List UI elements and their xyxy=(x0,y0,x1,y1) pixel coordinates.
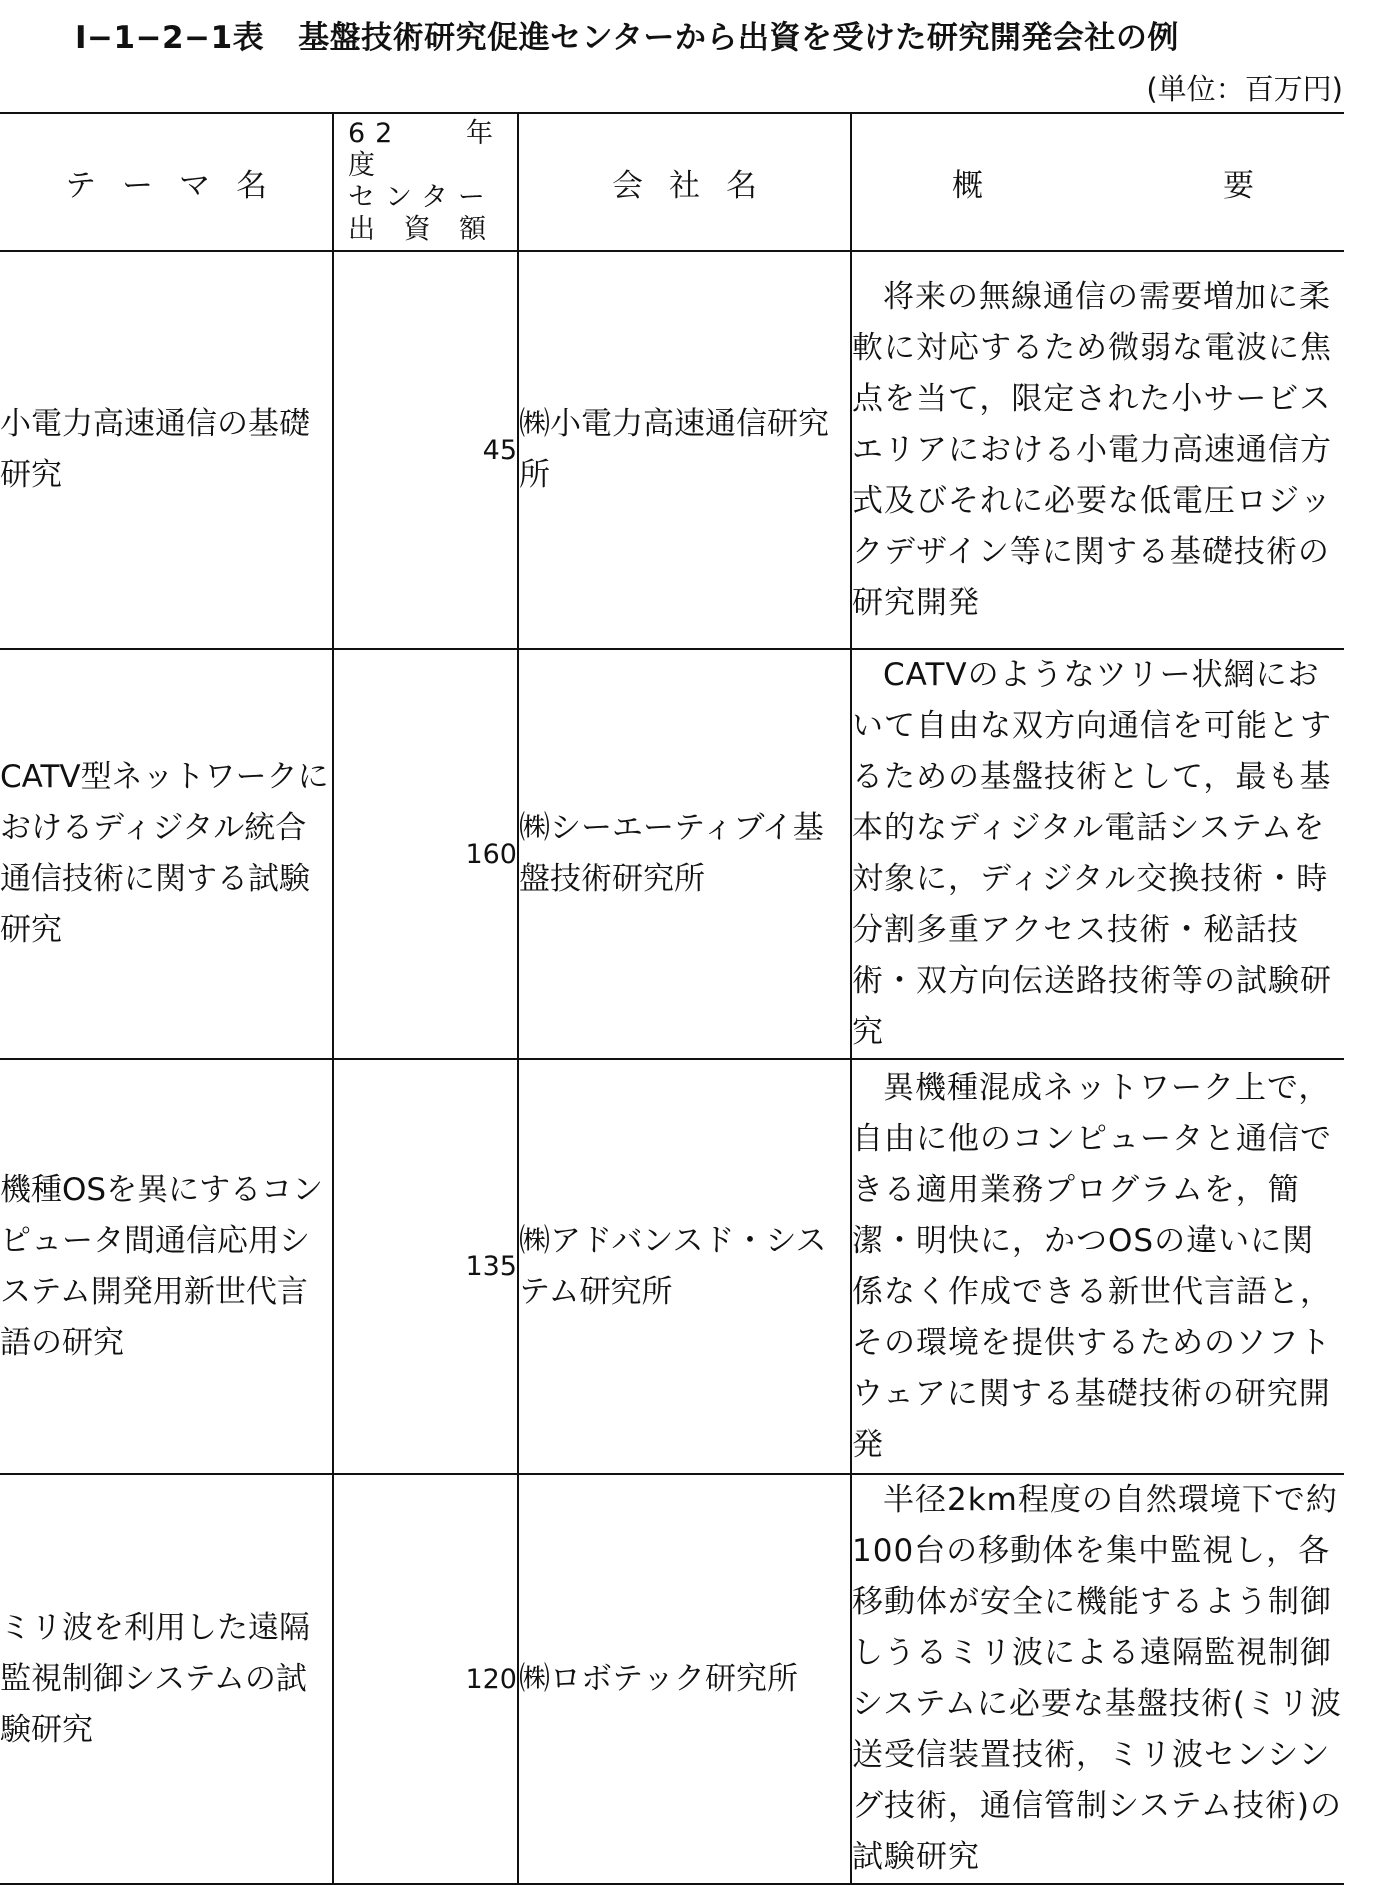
amount-cell: 135 xyxy=(333,1059,518,1474)
company-cell: ㈱アドバンスド・システム研究所 xyxy=(518,1059,851,1474)
amount-cell: 45 xyxy=(333,251,518,649)
theme-cell: 機種OSを異にするコンピュータ間通信応用システム開発用新世代言語の研究 xyxy=(0,1171,324,1361)
summary-header-left: 概 xyxy=(952,167,983,204)
theme-cell: 小電力高速通信の基礎研究 xyxy=(0,406,310,493)
table-title xyxy=(75,12,1335,62)
summary-cell: CATVのようなツリー状網において自由な双方向通信を可能とするための基盤技術として，最も基本的なディジタル電話システムを対象に，ディジタル交換技術・時分割多重アクセス技術・秘話技術・双方向伝送路技術等の試験研究 xyxy=(851,649,1344,1059)
column-header-summary xyxy=(851,113,1344,251)
summary-header-right: 要 xyxy=(1223,167,1254,204)
data-table xyxy=(0,112,1344,1885)
table-row xyxy=(0,251,1344,649)
table-row xyxy=(0,1474,1344,1884)
amount-cell: 120 xyxy=(333,1474,518,1884)
amount-header-line3: 出 資 額 xyxy=(348,214,497,245)
company-cell: ㈱シーエーティブイ基盤技術研究所 xyxy=(518,649,851,1059)
column-header-company: 会社名 xyxy=(518,113,851,251)
theme-cell: CATV型ネットワークにおけるディジタル統合通信技術に関する試験研究 xyxy=(0,759,329,948)
table-row xyxy=(0,649,1344,1059)
table-row xyxy=(0,1059,1344,1474)
unit-label: (単位：百万円) xyxy=(1146,72,1343,106)
column-header-amount xyxy=(333,113,518,251)
column-header-theme: テーマ名 xyxy=(65,167,293,204)
company-cell: ㈱小電力高速通信研究所 xyxy=(518,251,851,649)
table-caption: 基盤技術研究促進センターから出資を受けた研究開発会社の例 xyxy=(298,20,1179,56)
company-cell: ㈱ロボテック研究所 xyxy=(518,1474,851,1884)
amount-header-line1: 62 年 度 xyxy=(348,118,503,181)
summary-cell: 将来の無線通信の需要増加に柔軟に対応するため微弱な電波に焦点を当て，限定された小サービスエリアにおける小電力高速通信方式及びそれに必要な低電圧ロジックデザイン等に関する基礎技術の研究開発 xyxy=(851,251,1344,649)
table-number: Ⅰ−1−2−1表 xyxy=(75,20,265,56)
amount-cell: 160 xyxy=(333,649,518,1059)
summary-cell: 半径2km程度の自然環境下で約100台の移動体を集中監視し，各移動体が安全に機能するよう制御しうるミリ波による遠隔監視制御システムに必要な基盤技術(ミリ波送受信装置技術，ミリ波センシング技術，通信管制システム技術)の試験研究 xyxy=(851,1474,1344,1884)
theme-cell: ミリ波を利用した遠隔監視制御システムの試験研究 xyxy=(0,1609,310,1748)
amount-header-line2: センター xyxy=(348,182,495,213)
header-row xyxy=(0,113,1344,251)
summary-cell: 異機種混成ネットワーク上で，自由に他のコンピュータと通信できる適用業務プログラムを，簡潔・明快に，かつOSの違いに関係なく作成できる新世代言語と，その環境を提供するためのソフトウェアに関する基礎技術の研究開発 xyxy=(851,1059,1344,1474)
